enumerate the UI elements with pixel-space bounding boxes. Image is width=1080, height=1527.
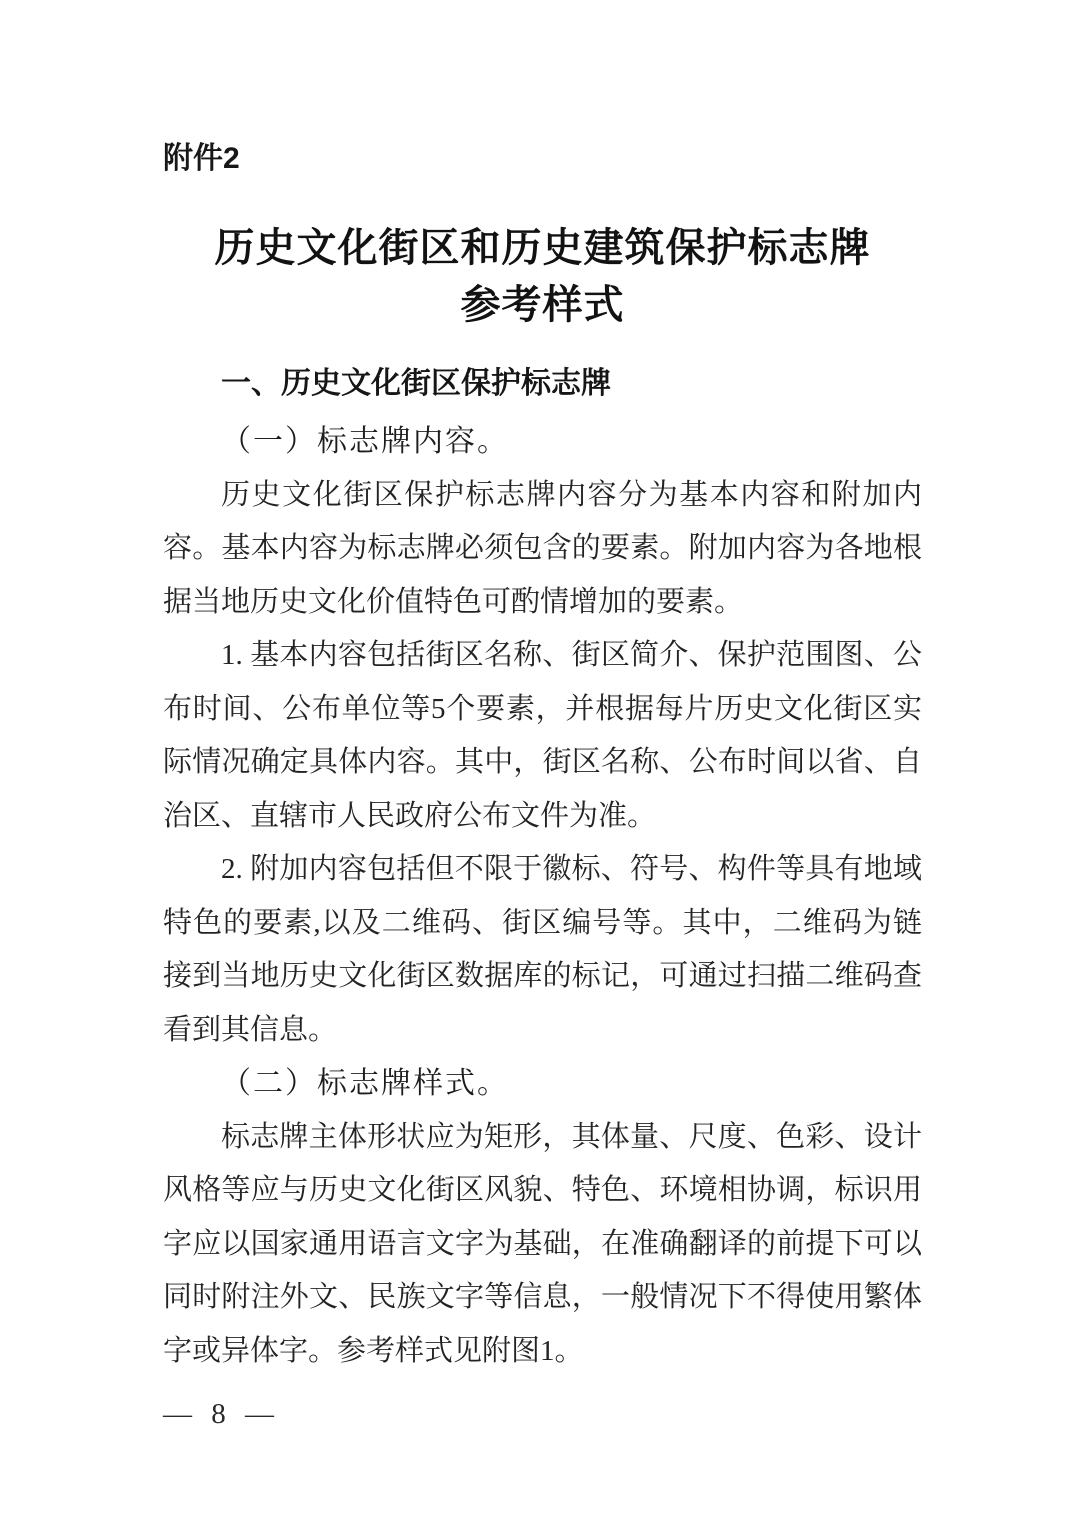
document-title-line-1: 历史文化街区和历史建筑保护标志牌 <box>214 226 871 270</box>
text-line: 际情况确定具体内容。其中，街区名称、公布时间以省、自 <box>163 746 922 778</box>
text-line: 标志牌主体形状应为矩形，其体量、尺度、色彩、设计 <box>221 1120 922 1153</box>
attachment-label: 附件2 <box>163 142 240 175</box>
text-line: 治区、直辖市人民政府公布文件为准。 <box>163 799 657 832</box>
text-line: 布时间、公布单位等5个要素，并根据每片历史文化街区实 <box>163 692 922 725</box>
text-line: 2. 附加内容包括但不限于徽标、符号、构件等具有地域 <box>221 853 922 885</box>
text-line: 据当地历史文化价值特色可酌情增加的要素。 <box>163 585 744 618</box>
text-line: 看到其信息。 <box>163 1013 338 1046</box>
paragraph-4 <box>163 1111 922 1379</box>
paragraph-2 <box>163 629 922 843</box>
text-line: 字或异体字。参考样式见附图1。 <box>163 1334 584 1367</box>
section-heading-1: 一、历史文化街区保护标志牌 <box>221 367 611 400</box>
text-line: 接到当地历史文化街区数据库的标记，可通过扫描二维码查 <box>163 960 922 992</box>
paragraph-1 <box>163 469 922 630</box>
subsection-heading-1: （一）标志牌内容。 <box>221 425 509 458</box>
text-line: 特色的要素,以及二维码、街区编号等。其中，二维码为链 <box>163 906 922 939</box>
document-title-line-2: 参考样式 <box>460 283 625 327</box>
subsection-heading-2: （二）标志牌样式。 <box>221 1067 509 1100</box>
text-line: 容。基本内容为标志牌必须包含的要素。附加内容为各地根 <box>163 532 922 564</box>
text-line: 历史文化街区保护标志牌内容分为基本内容和附加内 <box>221 478 922 511</box>
document-title <box>163 220 922 334</box>
text-line: 风格等应与历史文化街区风貌、特色、环境相协调，标识用 <box>163 1174 922 1206</box>
page-number: — 8 — <box>163 1398 280 1430</box>
document-body <box>163 140 922 1378</box>
text-line: 同时附注外文、民族文字等信息，一般情况下不得使用繁体 <box>163 1281 922 1313</box>
paragraph-3 <box>163 843 922 1057</box>
text-line: 1. 基本内容包括街区名称、街区简介、保护范围图、公 <box>221 639 922 671</box>
body-text-block <box>163 415 922 1378</box>
text-line: 字应以国家通用语言文字为基础，在准确翻译的前提下可以 <box>163 1227 922 1260</box>
